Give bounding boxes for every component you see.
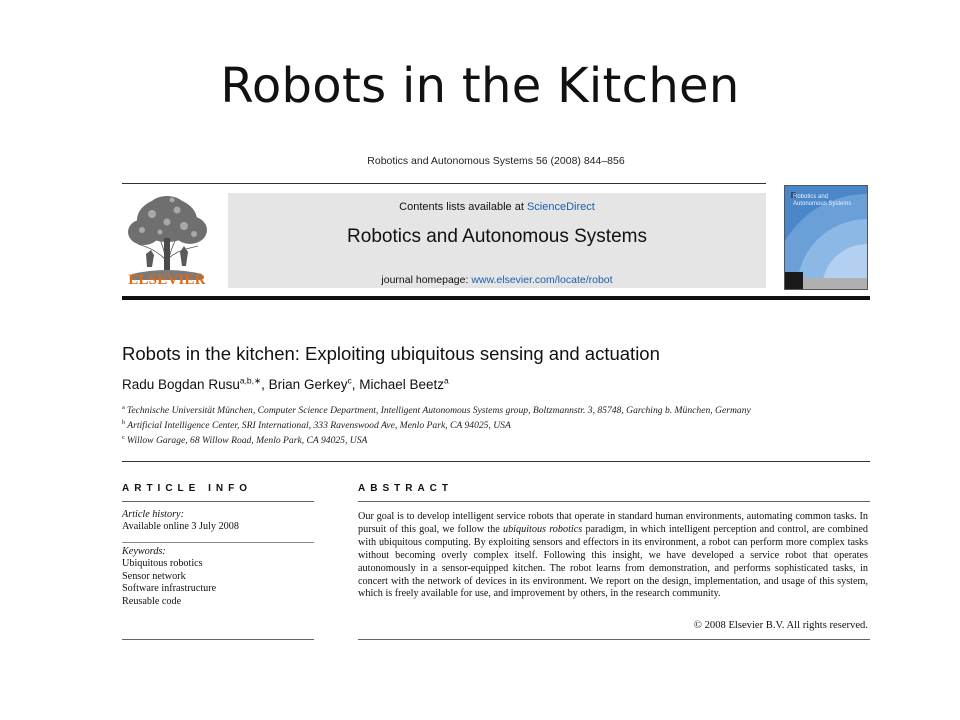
affiliation-text: Technische Universität München, Computer Science Department, Intelligent Autonomous Systems group, Boltzmannstr. 3, 85748, Garching b. München, Germany bbox=[126, 405, 751, 416]
sciencedirect-link[interactable]: ScienceDirect bbox=[526, 201, 595, 213]
article-history bbox=[122, 509, 239, 534]
journal-banner bbox=[228, 193, 766, 288]
author-list bbox=[122, 377, 449, 392]
author-2 bbox=[359, 377, 449, 392]
article-info-rule bbox=[122, 501, 314, 502]
abstract-text-part: Our goal is to develop intelligent service robots that operate in standard human environments, automating common tasks. In pursuit of this goal, we follow the bbox=[358, 511, 868, 535]
affiliation-b bbox=[122, 420, 511, 431]
abstract-body bbox=[358, 511, 868, 601]
homepage-link[interactable]: www.elsevier.com/locate/robot bbox=[471, 274, 613, 286]
homepage-line bbox=[228, 274, 766, 286]
cover-title bbox=[793, 194, 851, 208]
abstract-text-part: paradigm, in which intelligent perception and control, are combined with ubiquitous computing. By exploiting sensors and effectors in its environment, a robot can perform more complex tasks without becoming overly complex itself. Following this insight, we have developed a service robot that operates autonomously in a sensor-equipped kitchen. The robot learns from demonstration, and performs sophisticated tasks, in concert with the network of devices in its environment. We report on the design, implementation, and usage of this system, which is freely available for use, and improvement by others, in the research community. bbox=[358, 523, 868, 600]
affiliation-mark: c bbox=[122, 433, 125, 441]
abstract-italic-term: ubiquitous robotics bbox=[502, 523, 583, 535]
abstract-rule bbox=[358, 501, 870, 502]
history-value: Available online 3 July 2008 bbox=[122, 521, 239, 533]
history-label: Article history: bbox=[122, 509, 184, 520]
journal-name: Robotics and Autonomous Systems bbox=[347, 226, 647, 247]
affiliation-a bbox=[122, 405, 751, 416]
affiliation-rule bbox=[122, 461, 870, 462]
author-affil-mark[interactable]: a bbox=[444, 375, 449, 386]
abstract-bottom-rule bbox=[358, 639, 870, 640]
elsevier-logo-text: ELSEVIER bbox=[128, 272, 206, 288]
contents-line bbox=[228, 201, 766, 213]
author-affil-mark[interactable]: c bbox=[347, 375, 352, 386]
article-title: Robots in the kitchen: Exploiting ubiquitous sensing and actuation bbox=[122, 343, 660, 364]
author-name: Brian Gerkey bbox=[268, 377, 348, 392]
abstract-heading: ABSTRACT bbox=[358, 483, 453, 494]
author-name: Radu Bogdan Rusu bbox=[122, 377, 240, 392]
homepage-prefix: journal homepage: bbox=[381, 274, 472, 286]
header-top-rule bbox=[122, 183, 766, 184]
journal-cover-image bbox=[784, 185, 868, 290]
author-0 bbox=[122, 377, 269, 392]
slide-title: Robots in the Kitchen bbox=[220, 58, 740, 114]
affiliation-c bbox=[122, 435, 367, 446]
copyright-notice: © 2008 Elsevier B.V. All rights reserved. bbox=[693, 620, 868, 631]
article-info-heading: ARTICLE INFO bbox=[122, 483, 252, 494]
cover-title-line-1: Robotics and bbox=[793, 194, 829, 200]
affiliation-text: Artificial Intelligence Center, SRI International, 333 Ravenswood Ave, Menlo Park, CA 94025, USA bbox=[127, 420, 511, 431]
keyword-item: Reusable code bbox=[122, 595, 182, 607]
article-info-bottom-rule bbox=[122, 639, 314, 640]
author-affil-mark[interactable]: a,b,∗ bbox=[239, 375, 262, 386]
journal-citation: Robotics and Autonomous Systems 56 (2008) 844–856 bbox=[367, 155, 625, 167]
cover-title-line-2: Autonomous Systems bbox=[793, 201, 852, 207]
affiliation-text: Willow Garage, 68 Willow Road, Menlo Park, CA 94025, USA bbox=[126, 435, 368, 446]
author-separator: , bbox=[261, 377, 269, 392]
affiliation-mark: b bbox=[122, 418, 126, 426]
keywords-label: Keywords: bbox=[122, 546, 166, 557]
keyword-item: Ubiquitous robotics bbox=[122, 558, 203, 570]
author-1 bbox=[269, 377, 360, 392]
author-separator: , bbox=[351, 377, 360, 392]
author-name: Michael Beetz bbox=[359, 377, 445, 392]
history-rule bbox=[122, 542, 314, 543]
paper-first-page bbox=[122, 150, 870, 650]
keyword-item: Software infrastructure bbox=[122, 583, 217, 595]
header-bottom-rule bbox=[122, 296, 870, 300]
affiliation-mark: a bbox=[122, 403, 125, 411]
contents-prefix: Contents lists available at bbox=[399, 201, 527, 213]
keywords-block bbox=[122, 546, 216, 608]
keyword-item: Sensor network bbox=[122, 570, 186, 582]
